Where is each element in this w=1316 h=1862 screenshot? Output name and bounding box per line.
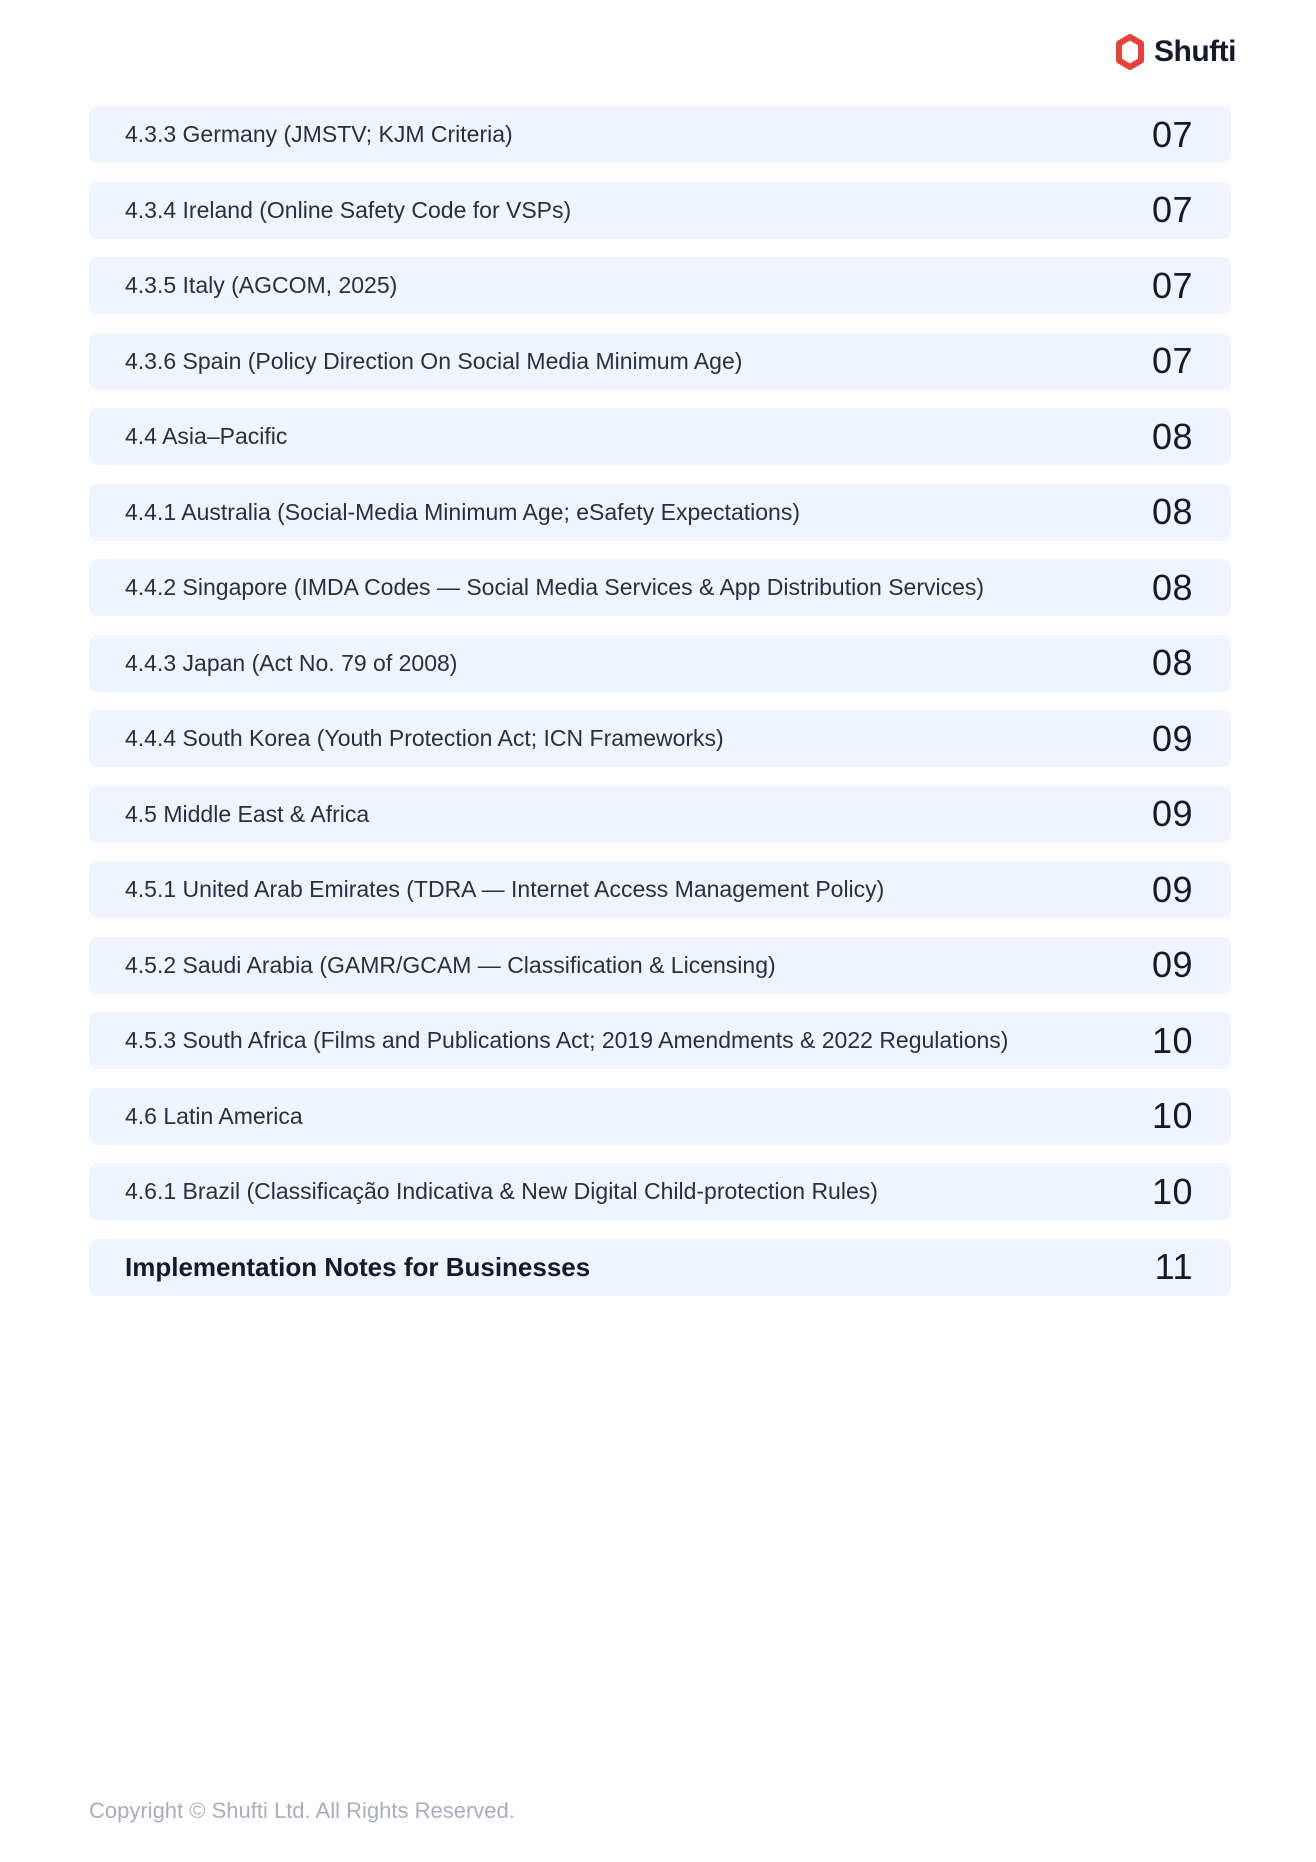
toc-entry[interactable] — [89, 861, 1231, 918]
toc-entry-title: 4.4.1 Australia (Social-Media Minimum Age; eSafety Expectations) — [125, 498, 800, 525]
toc-entry-title: 4.4.4 South Korea (Youth Protection Act; ICN Frameworks) — [125, 725, 724, 751]
toc-entry-page: 08 — [1151, 415, 1193, 457]
toc-entry-title: Implementation Notes for Businesses — [125, 1251, 591, 1282]
toc-entry-title: 4.3.3 Germany (JMSTV; KJM Criteria) — [125, 121, 513, 147]
toc-entry[interactable] — [89, 484, 1231, 541]
toc-entry-page: 10 — [1151, 1170, 1193, 1212]
toc-entry-title: 4.4.2 Singapore (IMDA Codes — Social Media Services & App Distribution Services) — [125, 574, 985, 600]
toc-entry-title: 4.3.5 Italy (AGCOM, 2025) — [125, 272, 398, 298]
brand-name: Shufti — [1154, 35, 1236, 68]
toc-entry-page: 07 — [1151, 264, 1193, 306]
shufti-ring-icon — [1112, 34, 1148, 70]
toc-entry[interactable] — [89, 333, 1231, 390]
toc-entry[interactable] — [89, 182, 1231, 239]
toc-entry-title: 4.4 Asia–Pacific — [125, 423, 288, 449]
table-of-contents — [89, 106, 1231, 1314]
toc-entry[interactable] — [89, 786, 1231, 843]
toc-entry[interactable] — [89, 937, 1231, 994]
toc-entry[interactable] — [89, 1012, 1231, 1069]
toc-entry[interactable] — [89, 635, 1231, 692]
toc-entry-page: 08 — [1151, 642, 1193, 683]
toc-entry-page: 09 — [1151, 717, 1193, 759]
toc-entry-page: 09 — [1151, 944, 1193, 985]
toc-entry-title: 4.4.3 Japan (Act No. 79 of 2008) — [125, 649, 458, 676]
toc-entry[interactable] — [89, 559, 1231, 616]
toc-entry-title: 4.6.1 Brazil (Classificação Indicativa & New Digital Child-protection Rules) — [125, 1178, 878, 1204]
toc-entry-page: 10 — [1151, 1095, 1193, 1136]
toc-entry[interactable] — [89, 106, 1231, 163]
toc-entry[interactable] — [89, 1088, 1231, 1145]
toc-entry-section[interactable] — [89, 1239, 1231, 1296]
toc-entry-title: 4.5.2 Saudi Arabia (GAMR/GCAM — Classification & Licensing) — [125, 951, 776, 978]
brand-logo — [1112, 34, 1236, 70]
toc-entry-title: 4.3.6 Spain (Policy Direction On Social Media Minimum Age) — [125, 347, 743, 374]
toc-entry-page: 08 — [1151, 491, 1193, 532]
toc-entry-title: 4.5 Middle East & Africa — [125, 800, 370, 827]
toc-entry-page: 11 — [1154, 1246, 1193, 1287]
toc-entry[interactable] — [89, 408, 1231, 465]
toc-entry-page: 09 — [1151, 868, 1193, 910]
toc-entry[interactable] — [89, 710, 1231, 767]
toc-entry-title: 4.3.4 Ireland (Online Safety Code for VSPs) — [125, 196, 572, 223]
toc-entry[interactable] — [89, 257, 1231, 314]
toc-entry[interactable] — [89, 1163, 1231, 1220]
toc-entry-title: 4.6 Latin America — [125, 1102, 303, 1129]
toc-entry-page: 07 — [1151, 340, 1193, 381]
toc-entry-page: 08 — [1151, 566, 1193, 608]
toc-entry-title: 4.5.1 United Arab Emirates (TDRA — Internet Access Management Policy) — [125, 876, 885, 902]
toc-entry-page: 10 — [1151, 1019, 1193, 1061]
toc-entry-page: 09 — [1151, 793, 1193, 834]
toc-entry-page: 07 — [1151, 189, 1193, 230]
toc-entry-page: 07 — [1151, 113, 1193, 155]
copyright-footer: Copyright © Shufti Ltd. All Rights Reserved. — [89, 1798, 515, 1823]
toc-entry-title: 4.5.3 South Africa (Films and Publications Act; 2019 Amendments & 2022 Regulations) — [125, 1027, 1009, 1053]
